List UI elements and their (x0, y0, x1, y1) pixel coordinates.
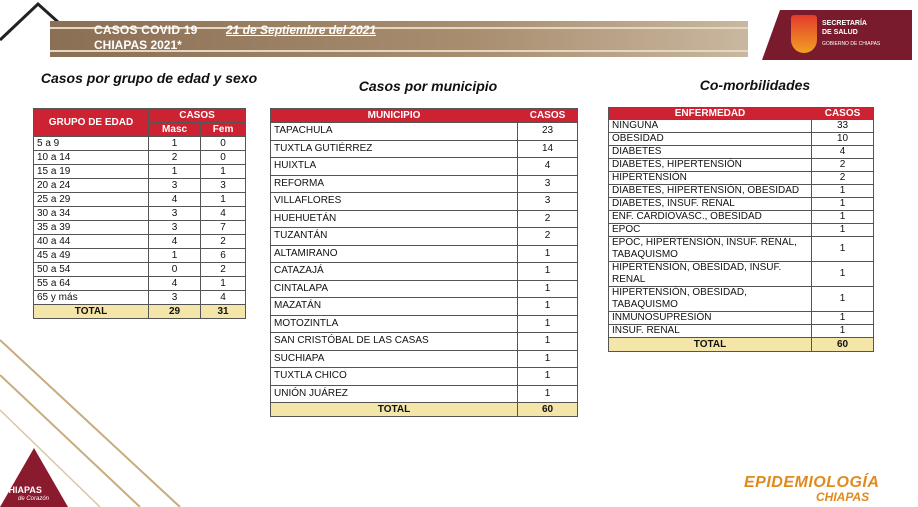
fem-cell: 2 (201, 235, 246, 249)
municipio-cell: SAN CRISTÓBAL DE LAS CASAS (271, 333, 518, 351)
masc-cell: 4 (149, 277, 201, 291)
casos-cell: 2 (518, 210, 578, 228)
casos-cell: 4 (812, 146, 874, 159)
casos-cell: 1 (518, 350, 578, 368)
section-title-municipio: Casos por municipio (358, 78, 498, 94)
municipio-cell: MAZATÁN (271, 298, 518, 316)
fem-cell: 4 (201, 291, 246, 305)
fem-cell: 7 (201, 221, 246, 235)
casos-cell: 1 (812, 185, 874, 198)
table-row (271, 350, 578, 368)
age-group-cell: 65 y más (34, 291, 149, 305)
municipio-cell: HUIXTLA (271, 158, 518, 176)
municipio-cell: REFORMA (271, 175, 518, 193)
col-header-fem: Fem (201, 123, 246, 137)
table-row (609, 120, 874, 133)
table-row (34, 235, 246, 249)
age-sex-table (33, 108, 246, 319)
casos-cell: 1 (812, 224, 874, 237)
masc-cell: 4 (149, 193, 201, 207)
enfermedad-cell: INMUNOSUPRESIÓN (609, 312, 812, 325)
table-row (609, 185, 874, 198)
casos-cell: 33 (812, 120, 874, 133)
enfermedad-cell: EPOC (609, 224, 812, 237)
municipio-cell: TUXTLA GUTIÉRREZ (271, 140, 518, 158)
masc-cell: 1 (149, 249, 201, 263)
casos-cell: 1 (518, 315, 578, 333)
municipio-cell: VILLAFLORES (271, 193, 518, 211)
municipio-cell: UNIÓN JUÁREZ (271, 385, 518, 403)
col-header-casos: CASOS (812, 108, 874, 120)
casos-cell: 1 (518, 263, 578, 281)
masc-cell: 1 (149, 137, 201, 151)
age-group-cell: 50 a 54 (34, 263, 149, 277)
casos-cell: 1 (518, 298, 578, 316)
col-header-municipio: MUNICIPIO (271, 109, 518, 123)
chiapas-logo-text: CHIAPAS (2, 485, 42, 495)
fem-cell: 1 (201, 165, 246, 179)
casos-cell: 1 (812, 287, 874, 312)
enfermedad-cell: HIPERTENSIÓN, OBESIDAD, INSUF. RENAL (609, 262, 812, 287)
enfermedad-cell: DIABETES, HIPERTENSIÓN, OBESIDAD (609, 185, 812, 198)
masc-cell: 0 (149, 263, 201, 277)
epidemiologia-logo-text: EPIDEMIOLOGÍA (744, 474, 880, 491)
age-group-cell: 15 a 19 (34, 165, 149, 179)
fem-cell: 2 (201, 263, 246, 277)
table-row (34, 179, 246, 193)
col-header-casos: CASOS (518, 109, 578, 123)
casos-cell: 2 (812, 159, 874, 172)
municipio-cell: CINTALAPA (271, 280, 518, 298)
casos-cell: 1 (812, 325, 874, 338)
table-row (271, 263, 578, 281)
enfermedad-cell: HIPERTENSIÓN, OBESIDAD, TABAQUISMO (609, 287, 812, 312)
casos-cell: 1 (518, 333, 578, 351)
table-row (271, 333, 578, 351)
fem-cell: 1 (201, 277, 246, 291)
logo-line1: SECRETARÍA (822, 20, 867, 27)
total-label: TOTAL (34, 305, 149, 319)
epidemiologia-chiapas-text: CHIAPAS (816, 490, 870, 504)
casos-cell: 2 (518, 228, 578, 246)
age-group-cell: 35 a 39 (34, 221, 149, 235)
masc-cell: 3 (149, 291, 201, 305)
age-group-cell: 5 a 9 (34, 137, 149, 151)
age-group-cell: 25 a 29 (34, 193, 149, 207)
age-group-cell: 45 a 49 (34, 249, 149, 263)
table-row (271, 175, 578, 193)
enfermedad-cell: DIABETES, INSUF. RENAL (609, 198, 812, 211)
table-row (609, 146, 874, 159)
enfermedad-cell: OBESIDAD (609, 133, 812, 146)
table-row (609, 172, 874, 185)
total-masc: 29 (149, 305, 201, 319)
col-header-grupo: GRUPO DE EDAD (34, 109, 149, 137)
total-label: TOTAL (609, 338, 812, 352)
table-row (34, 137, 246, 151)
casos-cell: 10 (812, 133, 874, 146)
municipio-cell: HUEHUETÁN (271, 210, 518, 228)
casos-cell: 3 (518, 175, 578, 193)
total-row (34, 305, 246, 319)
total-fem: 31 (201, 305, 246, 319)
table-row (271, 228, 578, 246)
table-row (34, 151, 246, 165)
table-row (271, 158, 578, 176)
casos-cell: 1 (812, 312, 874, 325)
casos-cell: 14 (518, 140, 578, 158)
col-header-masc: Masc (149, 123, 201, 137)
table-row (271, 385, 578, 403)
table-row (271, 210, 578, 228)
table-row (271, 140, 578, 158)
table-row (271, 245, 578, 263)
table-row (34, 165, 246, 179)
table-row (609, 312, 874, 325)
masc-cell: 2 (149, 151, 201, 165)
table-row (271, 368, 578, 386)
header-subtitle: CHIAPAS 2021* (94, 38, 182, 52)
casos-cell: 1 (518, 245, 578, 263)
casos-cell: 1 (518, 280, 578, 298)
total-row (609, 338, 874, 352)
total-row (271, 403, 578, 417)
table-row (34, 249, 246, 263)
casos-cell: 1 (812, 198, 874, 211)
fem-cell: 1 (201, 193, 246, 207)
table-row (34, 263, 246, 277)
casos-cell: 3 (518, 193, 578, 211)
header-date: 21 de Septiembre del 2021 (226, 23, 377, 37)
enfermedad-cell: DIABETES (609, 146, 812, 159)
table-row (609, 287, 874, 312)
table-row (609, 198, 874, 211)
table-row (271, 123, 578, 141)
table-row (271, 315, 578, 333)
table-row (34, 277, 246, 291)
header-title: CASOS COVID 19 (94, 23, 198, 37)
fem-cell: 4 (201, 207, 246, 221)
table-row (34, 221, 246, 235)
municipio-cell: TAPACHULA (271, 123, 518, 141)
table-row (609, 224, 874, 237)
table-row (609, 325, 874, 338)
casos-cell: 23 (518, 123, 578, 141)
casos-cell: 1 (518, 385, 578, 403)
shield-icon (791, 15, 817, 53)
enfermedad-cell: ENF. CARDIOVASC., OBESIDAD (609, 211, 812, 224)
fem-cell: 6 (201, 249, 246, 263)
table-row (609, 237, 874, 262)
fem-cell: 0 (201, 137, 246, 151)
casos-cell: 1 (812, 262, 874, 287)
table-row (609, 262, 874, 287)
municipio-cell: MOTOZINTLA (271, 315, 518, 333)
age-group-cell: 10 a 14 (34, 151, 149, 165)
col-header-enfermedad: ENFERMEDAD (609, 108, 812, 120)
table-row (609, 159, 874, 172)
enfermedad-cell: INSUF. RENAL (609, 325, 812, 338)
total-value: 60 (812, 338, 874, 352)
casos-cell: 1 (518, 368, 578, 386)
enfermedad-cell: HIPERTENSIÓN (609, 172, 812, 185)
comorbilidades-table (608, 107, 874, 352)
municipio-cell: TUXTLA CHICO (271, 368, 518, 386)
masc-cell: 3 (149, 221, 201, 235)
municipio-cell: SUCHIAPA (271, 350, 518, 368)
masc-cell: 3 (149, 179, 201, 193)
corazon-logo-text: de Corazón (18, 496, 50, 502)
enfermedad-cell: EPOC, HIPERTENSIÓN, INSUF. RENAL, TABAQUISMO (609, 237, 812, 262)
masc-cell: 1 (149, 165, 201, 179)
section-title-age: Casos por grupo de edad y sexo (40, 70, 258, 86)
table-row (609, 133, 874, 146)
casos-cell: 2 (812, 172, 874, 185)
fem-cell: 3 (201, 179, 246, 193)
municipio-cell: CATAZAJÁ (271, 263, 518, 281)
municipio-table (270, 108, 578, 417)
masc-cell: 4 (149, 235, 201, 249)
total-value: 60 (518, 403, 578, 417)
municipio-cell: ALTAMIRANO (271, 245, 518, 263)
table-row (34, 291, 246, 305)
table-row (271, 298, 578, 316)
logo-line2: DE SALUD (822, 29, 858, 36)
age-group-cell: 20 a 24 (34, 179, 149, 193)
municipio-cell: TUZANTÁN (271, 228, 518, 246)
logo-line3: GOBIERNO DE CHIAPAS (822, 41, 881, 47)
age-group-cell: 40 a 44 (34, 235, 149, 249)
age-group-cell: 55 a 64 (34, 277, 149, 291)
col-header-casos: CASOS (149, 109, 246, 123)
casos-cell: 4 (518, 158, 578, 176)
casos-cell: 1 (812, 237, 874, 262)
table-row (271, 193, 578, 211)
table-row (271, 280, 578, 298)
age-group-cell: 30 a 34 (34, 207, 149, 221)
enfermedad-cell: DIABETES, HIPERTENSIÓN (609, 159, 812, 172)
enfermedad-cell: NINGUNA (609, 120, 812, 133)
masc-cell: 3 (149, 207, 201, 221)
table-row (34, 207, 246, 221)
section-title-comorbilidades: Co-morbilidades (699, 77, 811, 93)
table-row (34, 193, 246, 207)
fem-cell: 0 (201, 151, 246, 165)
total-label: TOTAL (271, 403, 518, 417)
casos-cell: 1 (812, 211, 874, 224)
table-row (609, 211, 874, 224)
